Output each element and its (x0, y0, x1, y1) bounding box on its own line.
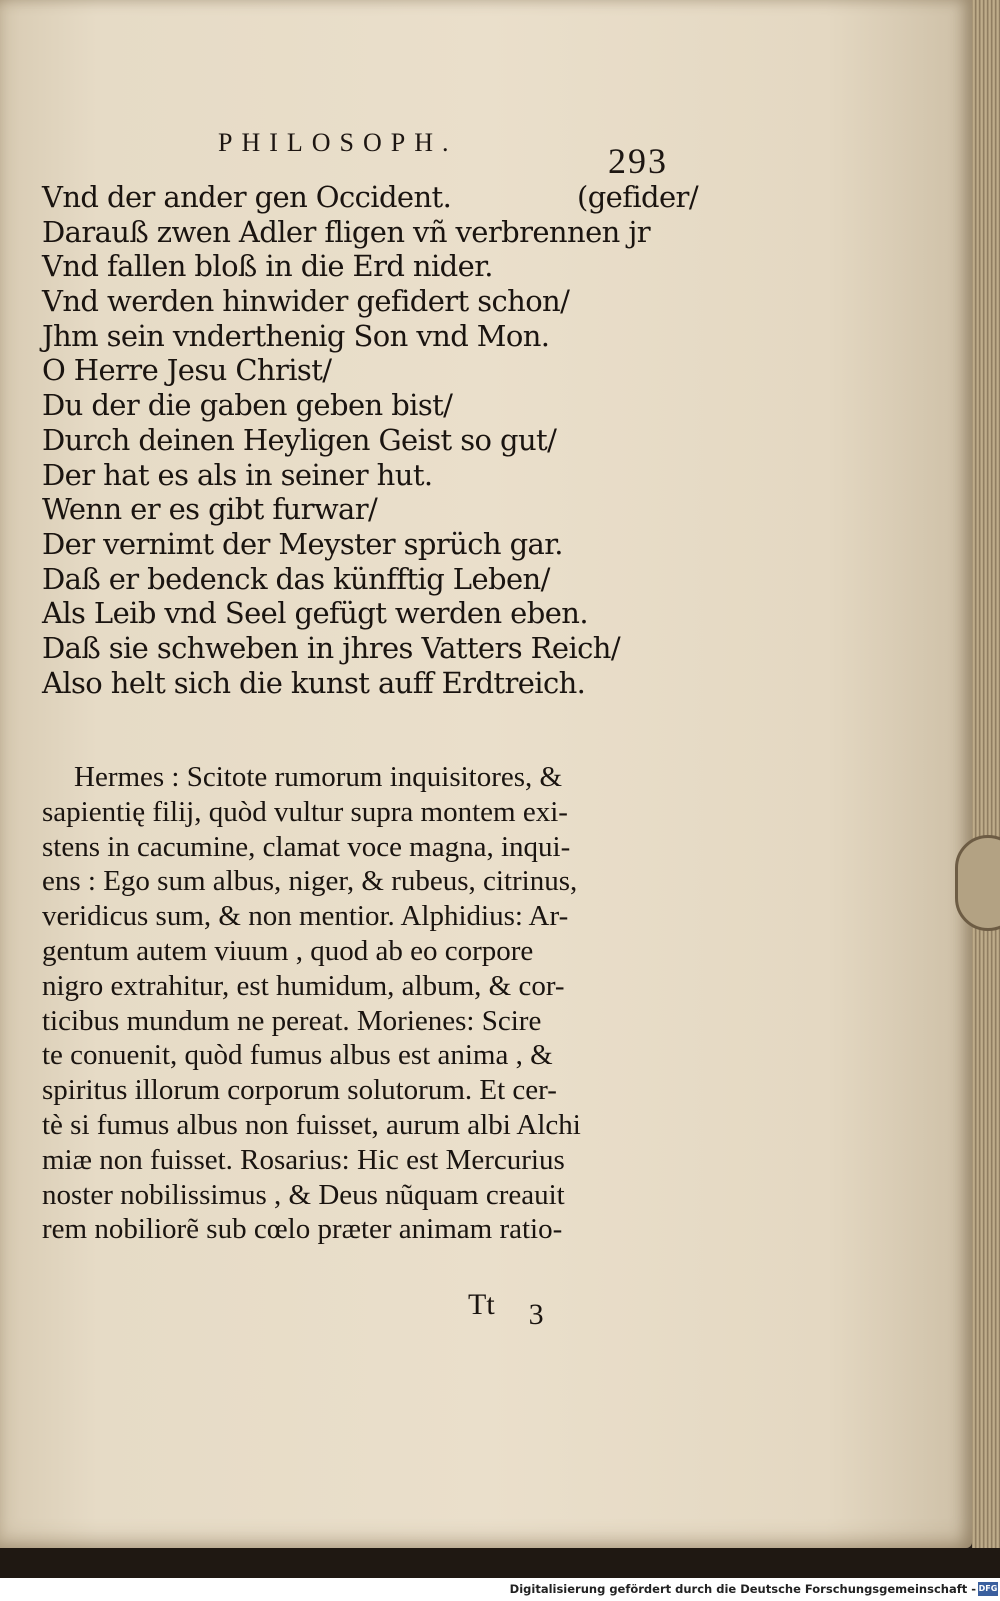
verse-line: Vnd fallen bloß in die Erd nider. (42, 249, 493, 284)
latin-paragraph (42, 760, 702, 1247)
latin-line: te conuenit, quòd fumus albus est anima , & (42, 1039, 553, 1072)
verse-line: Daß er bedenck das künfftig Leben/ (42, 561, 550, 596)
book-clasp (955, 835, 1000, 931)
latin-line: nigro extrahitur, est humidum, album, & cor- (42, 969, 565, 1002)
latin-line: ens : Ego sum albus, niger, & rubeus, citrinus, (42, 865, 578, 898)
verse-line: Der vernimt der Meyster sprüch gar. (42, 526, 563, 561)
verse-line: Wenn er es gibt furwar/ (42, 492, 378, 527)
latin-line: tè si fumus albus non fuisset, aurum albi Alchi (42, 1108, 581, 1141)
latin-line: veridicus sum, & non mentior. Alphidius: Ar- (42, 900, 569, 933)
latin-line: miæ non fuisset. Rosarius: Hic est Mercurius (42, 1143, 565, 1176)
verse-line: Du der die gaben geben bist/ (42, 388, 453, 423)
latin-line: rem nobiliorẽ sub cœlo præter animam ratio- (42, 1213, 563, 1246)
signature-letters: Tt (468, 1288, 495, 1321)
dfg-logo-icon: DFG (978, 1582, 998, 1596)
verse-line: Vnd der ander gen Occident. (gefider/ (42, 180, 698, 214)
latin-line: gentum autem viuum , quod ab eo corpore (42, 934, 534, 967)
latin-line: stens in cacumine, clamat voce magna, inqui- (42, 830, 571, 863)
latin-line: sapientię filij, quòd vultur supra montem exi- (42, 795, 568, 828)
latin-line: Hermes : Scitote rumorum inquisitores, & (74, 761, 563, 793)
german-verse-block (42, 180, 702, 700)
digitization-footer (0, 1578, 1000, 1601)
verse-line: Daß sie schweben in jhres Vatters Reich/ (42, 630, 621, 665)
verse-line: Vnd werden hinwider gefidert schon/ (42, 284, 570, 319)
verse-line: Also helt sich die kunst auff Erdtreich. (42, 665, 586, 700)
verse-line: O Herre Jesu Christ/ (42, 353, 332, 388)
latin-line: spiritus illorum corporum solutorum. Et cer- (42, 1074, 557, 1107)
verse-line: Als Leib vnd Seel gefügt werden eben. (42, 596, 588, 631)
latin-line: noster nobilissimus , & Deus nũquam creauit (42, 1178, 565, 1211)
verse-line: Durch deinen Heyligen Geist so gut/ (42, 422, 557, 457)
verse-line-continuation: (gefider/ (576, 180, 698, 214)
latin-line: ticibus mundum ne pereat. Morienes: Scire (42, 1004, 542, 1037)
verse-line: Der hat es als in seiner hut. (42, 457, 433, 492)
page-fore-edge (972, 0, 1000, 1560)
page-number: 293 (608, 141, 668, 181)
funding-credit: Digitalisierung gefördert durch die Deutsche Forschungsgemeinschaft - (509, 1582, 976, 1596)
signature-mark (468, 1288, 544, 1331)
binding-shadow (0, 1548, 1000, 1578)
verse-line: Jhm sein vnderthenig Son vnd Mon. (42, 318, 550, 353)
signature-number: 3 (528, 1298, 544, 1331)
verse-line: Darauß zwen Adler fligen vñ verbrennen jr (42, 214, 650, 249)
running-head: PHILOSOPH. (218, 128, 458, 157)
